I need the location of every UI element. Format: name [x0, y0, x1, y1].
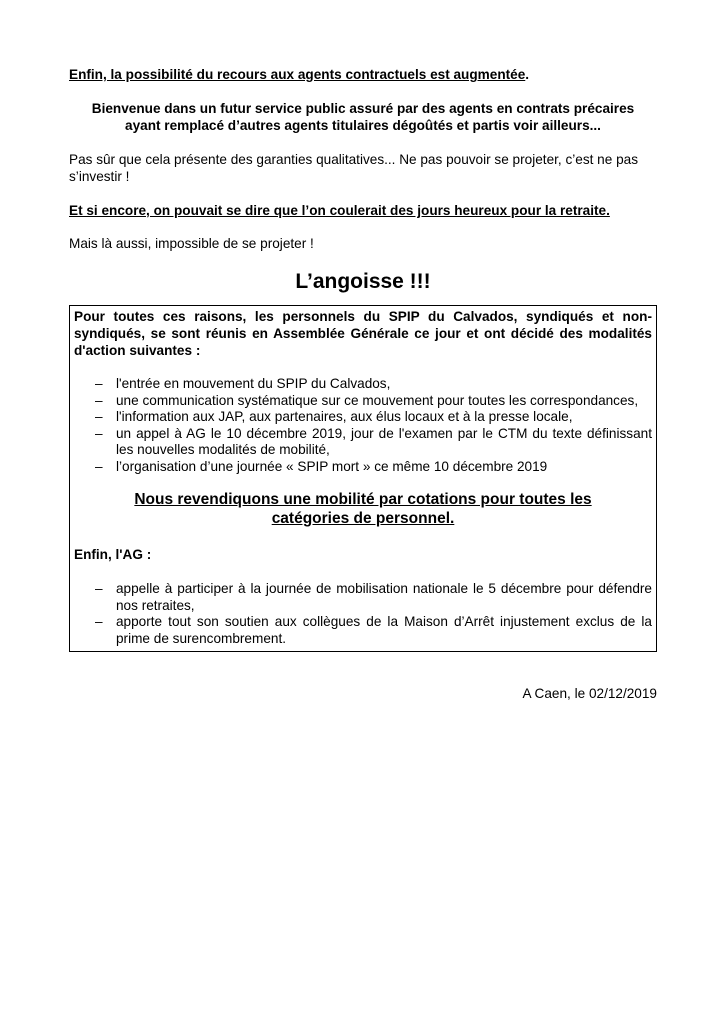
list-item-text: un appel à AG le 10 décembre 2019, jour de l'examen par le CTM du texte définissant les nouvelles modalités de mobilité,	[116, 425, 652, 457]
ag-list	[74, 581, 652, 647]
list-item	[74, 459, 652, 476]
claim-line-1: Nous revendiquons une mobilité par cotations pour toutes les	[134, 491, 592, 508]
contractual-agents-text: Enfin, la possibilité du recours aux agents contractuels est augmentée	[69, 67, 526, 82]
motion-box	[69, 305, 657, 652]
page-title: L’angoisse !!!	[295, 270, 431, 293]
list-item-text: l’organisation d’une journée « SPIP mort » ce même 10 décembre 2019	[116, 458, 548, 474]
list-item-text: apporte tout son soutien aux collègues de la Maison d’Arrêt injustement exclus de la prime de surencombrement.	[116, 614, 652, 646]
list-item	[74, 376, 652, 393]
mobility-claim	[74, 490, 652, 528]
dash-marker: –	[95, 425, 103, 441]
signature-date: A Caen, le 02/12/2019	[522, 686, 657, 701]
action-list	[74, 376, 652, 475]
paragraph-contractual-agents	[69, 66, 657, 83]
list-item	[74, 409, 652, 426]
list-item	[74, 393, 652, 410]
dash-marker: –	[95, 581, 103, 596]
list-item	[74, 581, 652, 614]
list-item-text: appelle à participer à la journée de mobilisation nationale le 5 décembre pour défendre nos retraites,	[116, 581, 652, 613]
document-page	[69, 66, 657, 702]
paragraph-guarantees: Pas sûr que cela présente des garanties qualitatives... Ne pas pouvoir se projeter, c’est ne pas s’investir !	[69, 152, 638, 184]
claim-line-2: catégories de personnel.	[271, 510, 455, 527]
welcome-line-2: ayant remplacé d’autres agents titulaires dégoûtés et partis voir ailleurs...	[125, 118, 601, 133]
dash-marker: –	[95, 409, 103, 424]
contractual-agents-period: .	[525, 67, 530, 82]
paragraph-welcome	[69, 100, 657, 134]
paragraph-retirement	[69, 202, 657, 219]
welcome-line-1: Bienvenue dans un futur service public assuré par des agents en contrats précaires	[91, 101, 635, 116]
list-item-text: une communication systématique sur ce mouvement pour toutes les correspondances,	[116, 392, 639, 408]
paragraph-no-projection: Mais là aussi, impossible de se projeter !	[69, 236, 314, 251]
retirement-text: Et si encore, on pouvait se dire que l’on coulerait des jours heureux pour la retraite.	[69, 203, 610, 218]
ag-label: Enfin, l'AG :	[74, 547, 152, 562]
dash-marker: –	[95, 392, 103, 408]
motion-intro: Pour toutes ces raisons, les personnels du SPIP du Calvados, syndiqués et non-syndiqués, se sont réunis en Assemblée Générale ce jour et ont décidé des modalités d'action suivantes :	[74, 309, 652, 358]
dash-marker: –	[95, 376, 103, 391]
dash-marker: –	[95, 614, 103, 629]
list-item-text: l'entrée en mouvement du SPIP du Calvados,	[116, 376, 391, 391]
list-item	[74, 426, 652, 459]
list-item-text: l'information aux JAP, aux partenaires, aux élus locaux et à la presse locale,	[116, 409, 573, 424]
list-item	[74, 614, 652, 647]
dash-marker: –	[95, 458, 103, 474]
